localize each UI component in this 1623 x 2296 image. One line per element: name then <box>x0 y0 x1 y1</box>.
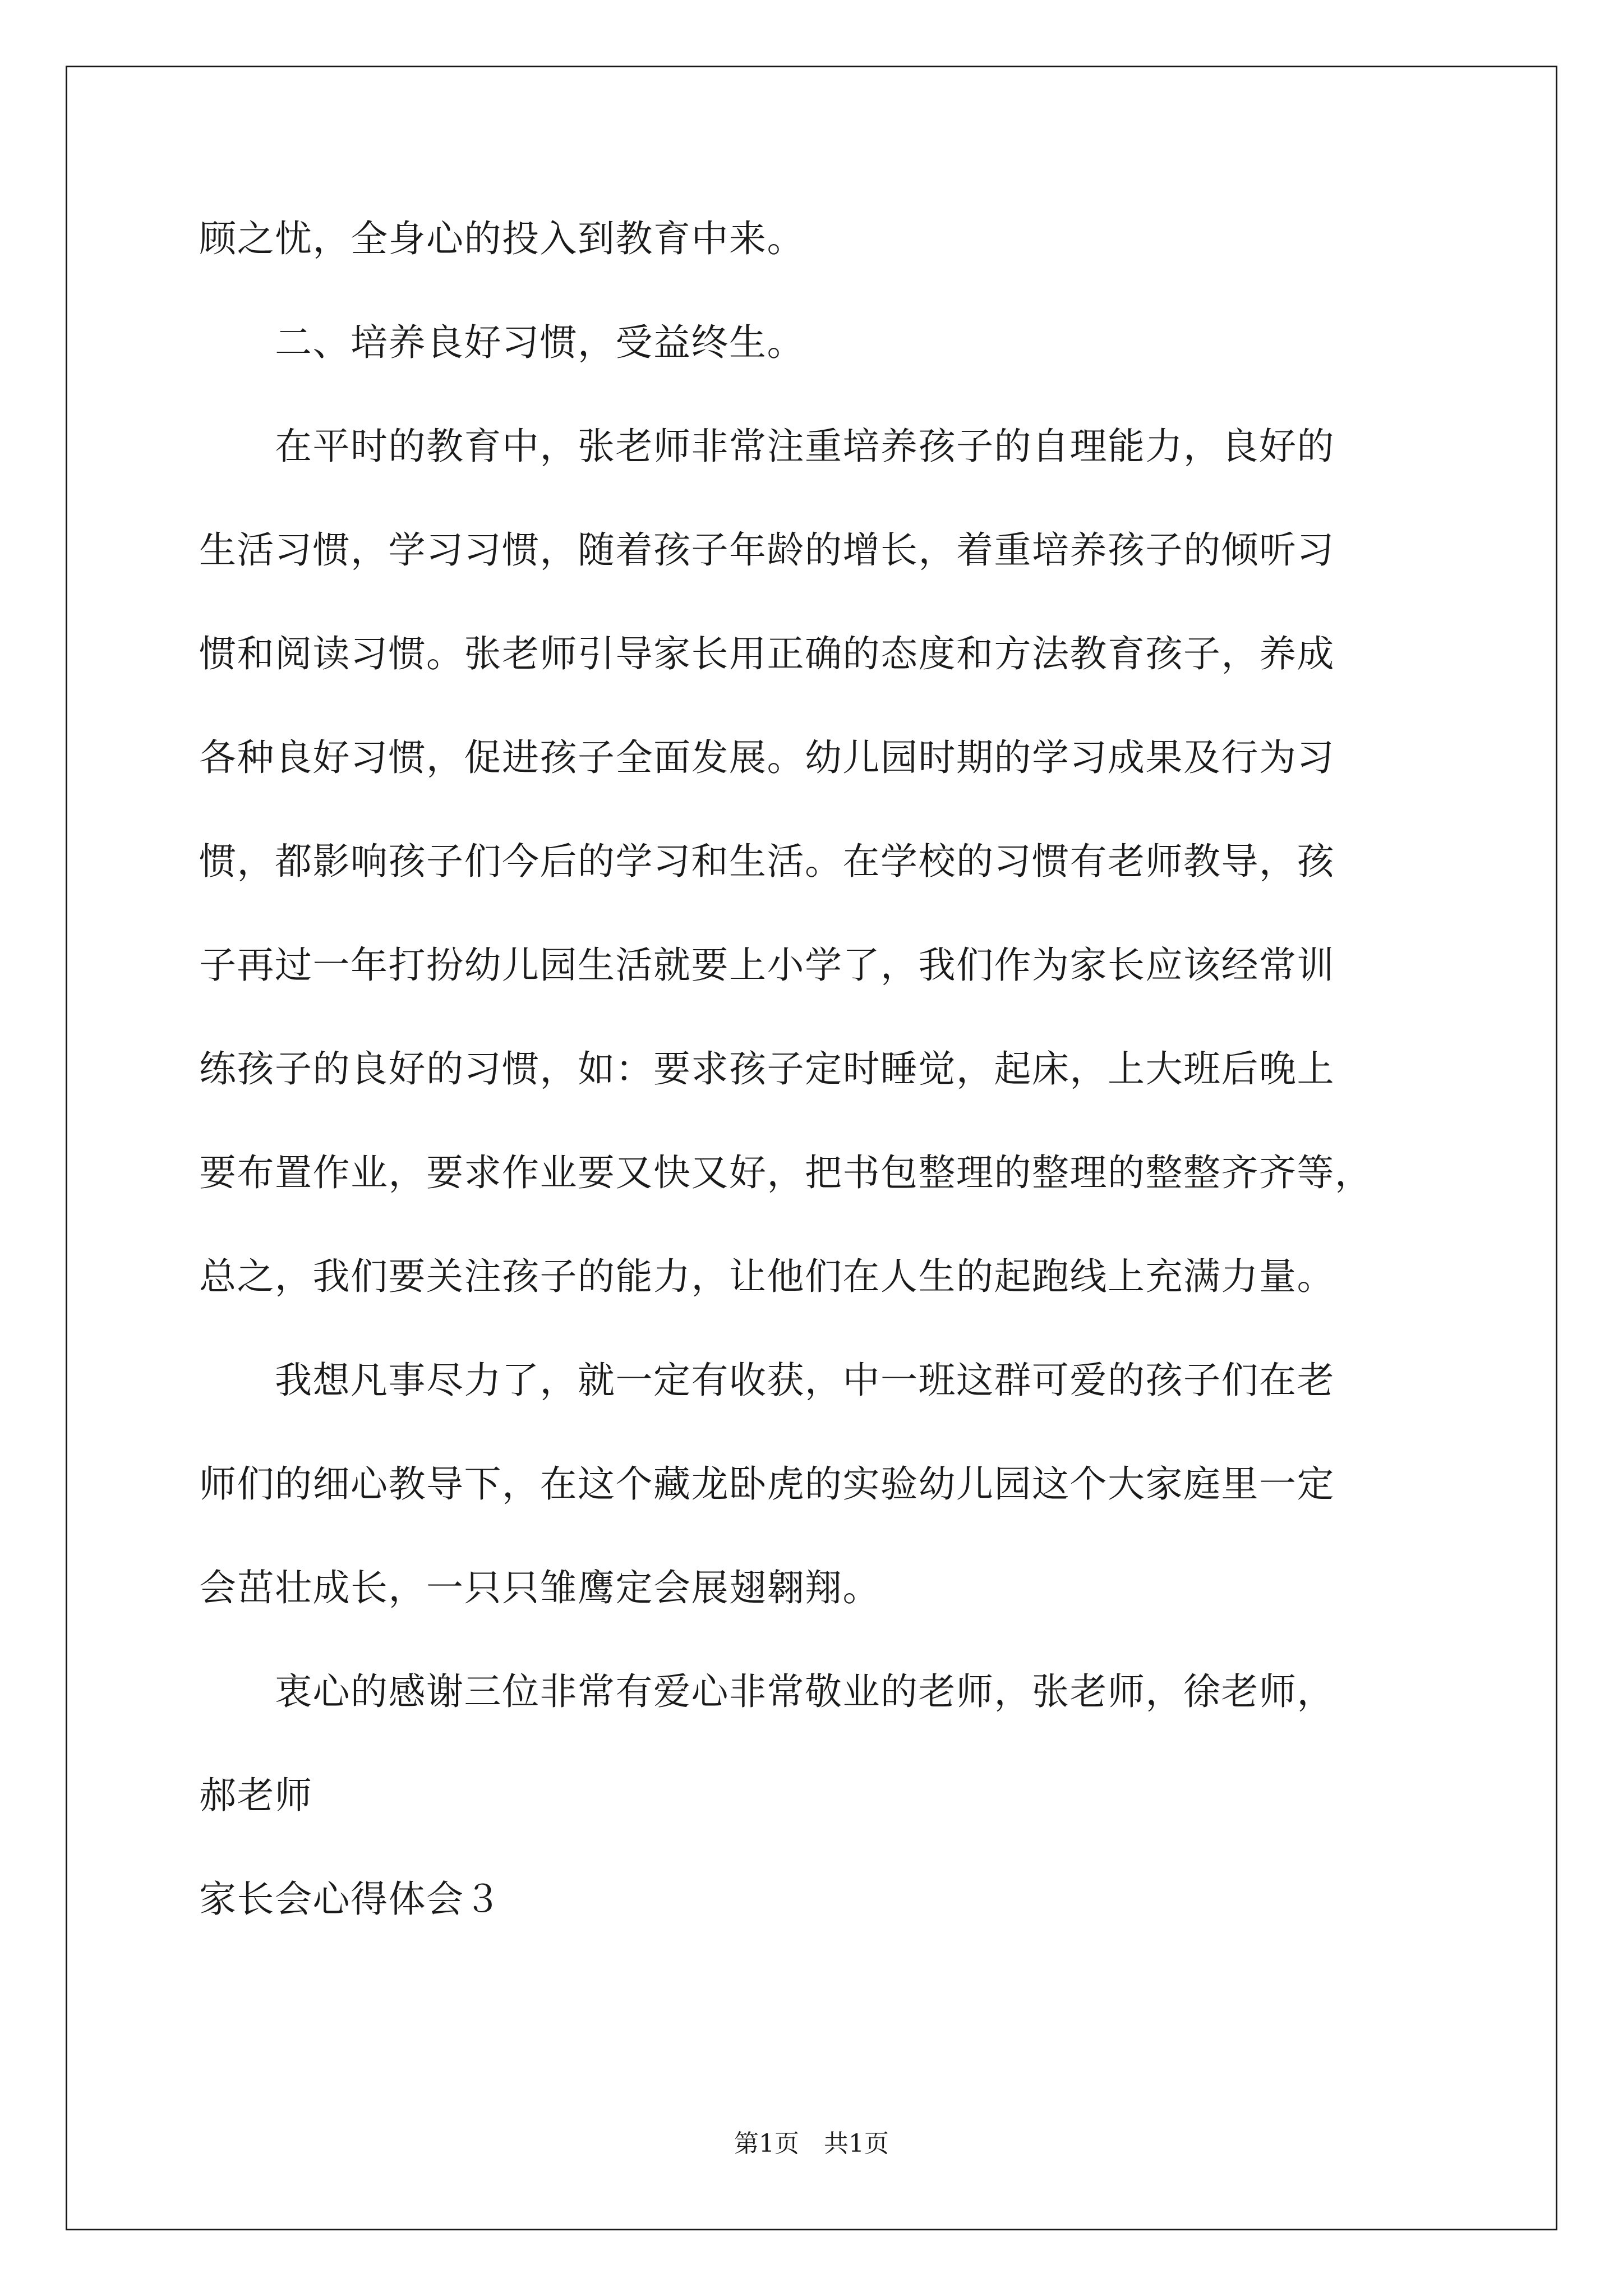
text-line: 惯和阅读习惯。张老师引导家长用正确的态度和方法教育孩子，养成 <box>199 632 1335 675</box>
text-line: 惯，都影响孩子们今后的学习和生活。在学校的习惯有老师教导，孩 <box>199 840 1335 883</box>
next-section-title: 家长会心得体会３ <box>199 1878 502 1921</box>
text-line: 各种良好习惯，促进孩子全面发展。幼儿园时期的学习成果及行为习 <box>199 736 1335 779</box>
text-line: 子再过一年打扮幼儿园生活就要上小学了，我们作为家长应该经常训 <box>199 944 1335 987</box>
page-footer: 第1页 共1页 <box>734 2129 889 2158</box>
text-line: 我想凡事尽力了，就一定有收获，中一班这群可爱的孩子们在老 <box>199 1359 1335 1402</box>
text-line: 衷心的感谢三位非常有爱心非常敬业的老师，张老师，徐老师， <box>199 1670 1335 1713</box>
text-line: 师们的细心教导下，在这个藏龙卧虎的实验幼儿园这个大家庭里一定 <box>199 1462 1335 1506</box>
text-line: 要布置作业，要求作业要又快又好，把书包整理的整理的整整齐齐等， <box>199 1151 1373 1194</box>
text-line: 顾之忧，全身心的投入到教育中来。 <box>199 217 805 260</box>
section-heading: 二、培养良好习惯，受益终生。 <box>199 321 805 364</box>
text-line: 总之，我们要关注孩子的能力，让他们在人生的起跑线上充满力量。 <box>199 1255 1335 1298</box>
text-line: 生活习惯，学习习惯，随着孩子年龄的增长，着重培养孩子的倾听习 <box>199 528 1335 572</box>
document-body <box>199 213 1424 1925</box>
text-line: 练孩子的良好的习惯，如：要求孩子定时睡觉，起床，上大班后晚上 <box>199 1047 1335 1091</box>
text-line: 在平时的教育中，张老师非常注重培养孩子的自理能力，良好的 <box>199 425 1335 468</box>
text-line: 会茁壮成长，一只只雏鹰定会展翅翱翔。 <box>199 1566 880 1609</box>
text-line: 郝老师 <box>199 1774 313 1817</box>
